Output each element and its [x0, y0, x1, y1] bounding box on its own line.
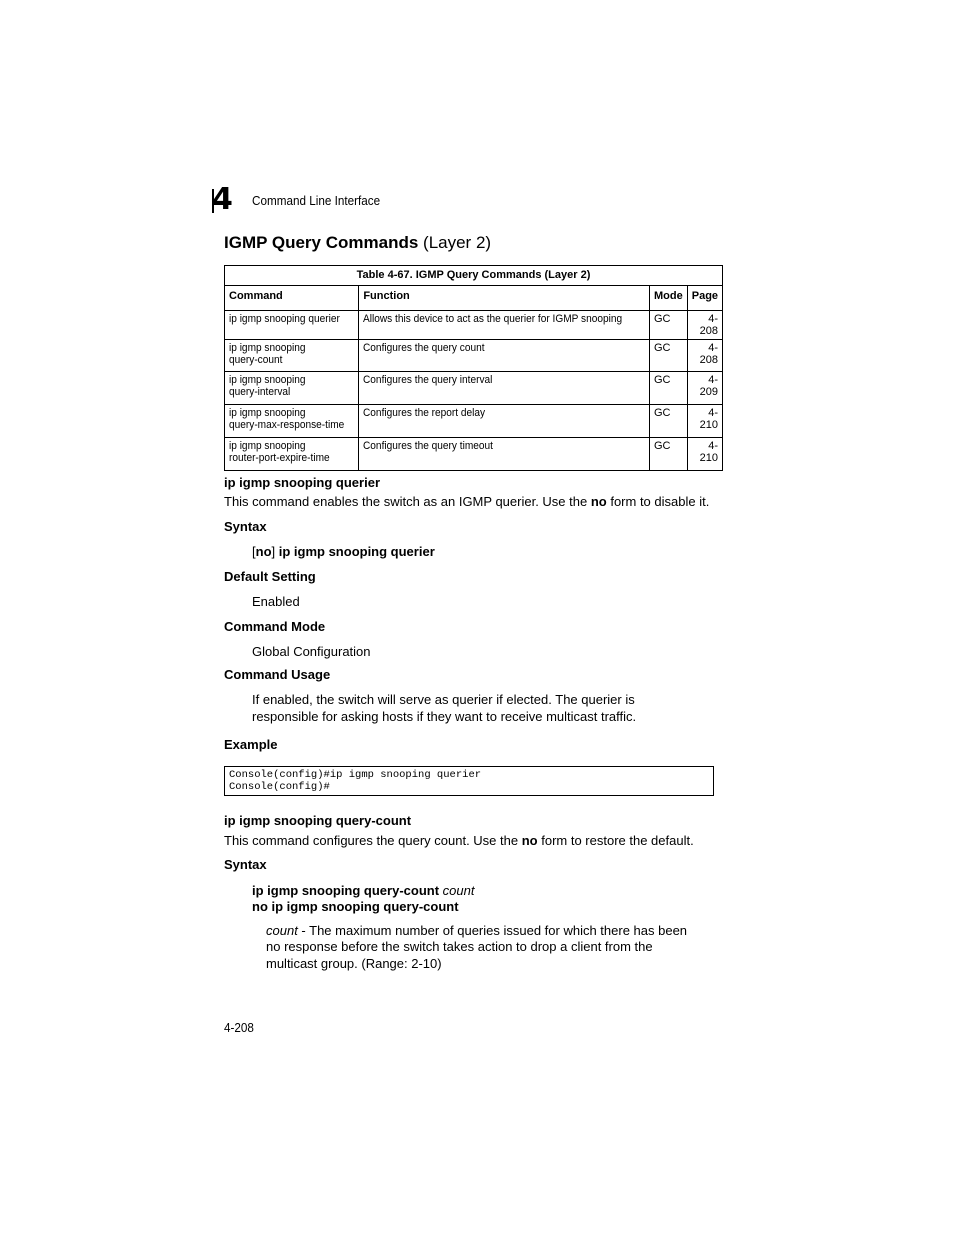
command-mode-label: Command Mode	[224, 619, 326, 634]
cell-page: 4-210	[687, 438, 722, 471]
function-text: Configures the query count	[363, 342, 485, 354]
description-text: form to disable it.	[606, 494, 710, 509]
table-row	[225, 311, 723, 340]
cell-command	[225, 311, 359, 340]
command-description	[224, 832, 694, 849]
cell-command	[225, 372, 359, 405]
parameter-description	[266, 922, 687, 939]
table-header-row	[225, 286, 723, 311]
syntax-keyword: no	[255, 544, 272, 559]
cell-page: 4-209	[687, 372, 722, 405]
cell-page: 4-208	[687, 311, 722, 340]
syntax-command: ip igmp snooping querier	[278, 544, 435, 559]
cell-function	[359, 372, 650, 405]
command-text: ip igmp snooping querier	[229, 313, 340, 325]
description-keyword: no	[590, 494, 607, 509]
chapter-number: 4	[212, 182, 233, 217]
example-label: Example	[224, 737, 278, 752]
command-mode-value: Global Configuration	[252, 644, 371, 659]
cell-mode: GC	[650, 340, 688, 372]
example-code-box	[224, 766, 714, 796]
syntax-label: Syntax	[224, 519, 267, 534]
command-heading-query-count: ip igmp snooping query-count	[224, 813, 412, 828]
cell-function	[359, 311, 650, 340]
cell-command	[225, 340, 359, 372]
column-header-function: Function	[359, 286, 650, 311]
syntax-bracket: ]	[271, 544, 279, 559]
cell-page: 4-208	[687, 340, 722, 372]
section-title-sub: (Layer 2)	[423, 233, 492, 252]
table-row	[225, 340, 723, 372]
section-title-main: IGMP Query Commands	[224, 233, 419, 252]
table-row	[225, 372, 723, 405]
function-text: Configures the query interval	[363, 374, 493, 386]
function-text: Allows this device to act as the querier for IGMP snooping	[363, 313, 623, 325]
description-keyword: no	[521, 833, 538, 848]
column-header-mode: Mode	[650, 286, 688, 311]
page-number: 4-208	[224, 1020, 254, 1035]
table-row	[225, 405, 723, 438]
syntax-bracket: [	[252, 544, 256, 559]
command-text: query-max-response-time	[229, 419, 345, 431]
parameter-name: count	[266, 923, 298, 938]
command-text: query-interval	[229, 386, 291, 398]
command-text: ip igmp snooping	[229, 342, 306, 354]
command-text: ip igmp snooping	[229, 440, 306, 452]
cell-mode: GC	[650, 438, 688, 471]
description-text: form to restore the default.	[537, 833, 694, 848]
cell-page: 4-210	[687, 405, 722, 438]
cell-mode: GC	[650, 372, 688, 405]
command-text: ip igmp snooping	[229, 374, 306, 386]
syntax-label: Syntax	[224, 857, 267, 872]
cell-mode: GC	[650, 311, 688, 340]
description-text: This command configures the query count. Use the	[224, 833, 522, 848]
syntax-line	[252, 543, 435, 560]
cell-command	[225, 438, 359, 471]
syntax-line: no ip igmp snooping query-count	[252, 899, 459, 914]
command-text: router-port-expire-time	[229, 452, 330, 464]
function-text: Configures the report delay	[363, 407, 486, 419]
command-usage-label: Command Usage	[224, 667, 331, 682]
column-header-command: Command	[225, 286, 359, 311]
parameter-text: - The maximum number of queries issued for which there has been	[297, 923, 688, 938]
table-row	[225, 438, 723, 471]
section-title	[224, 233, 491, 253]
syntax-parameter: count	[442, 883, 475, 898]
parameter-text: multicast group. (Range: 2-10)	[266, 956, 442, 971]
igmp-query-commands-table	[224, 265, 723, 471]
cell-function	[359, 340, 650, 372]
chapter-title: Command Line Interface	[252, 193, 381, 208]
command-description	[224, 493, 709, 510]
command-usage-line: If enabled, the switch will serve as querier if elected. The querier is	[252, 692, 635, 707]
description-text: This command enables the switch as an IGMP querier. Use the	[224, 494, 591, 509]
command-text: query-count	[229, 354, 283, 366]
default-setting-label: Default Setting	[224, 569, 316, 584]
column-header-page: Page	[687, 286, 722, 311]
command-usage-line: responsible for asking hosts if they want to receive multicast traffic.	[252, 709, 637, 724]
syntax-line	[252, 882, 474, 899]
function-text: Configures the query timeout	[363, 440, 494, 452]
default-setting-value: Enabled	[252, 594, 300, 609]
command-text: ip igmp snooping	[229, 407, 306, 419]
code-line: Console(config)#	[229, 781, 330, 793]
cell-mode: GC	[650, 405, 688, 438]
cell-function	[359, 405, 650, 438]
code-line: Console(config)#ip igmp snooping querier	[229, 769, 482, 781]
command-heading-querier: ip igmp snooping querier	[224, 475, 380, 490]
syntax-command: ip igmp snooping query-count	[252, 883, 443, 898]
cell-command	[225, 405, 359, 438]
parameter-text: no response before the switch takes action to drop a client from the	[266, 939, 653, 954]
cell-function	[359, 438, 650, 471]
table-caption: Table 4-67. IGMP Query Commands (Layer 2)	[224, 265, 723, 285]
